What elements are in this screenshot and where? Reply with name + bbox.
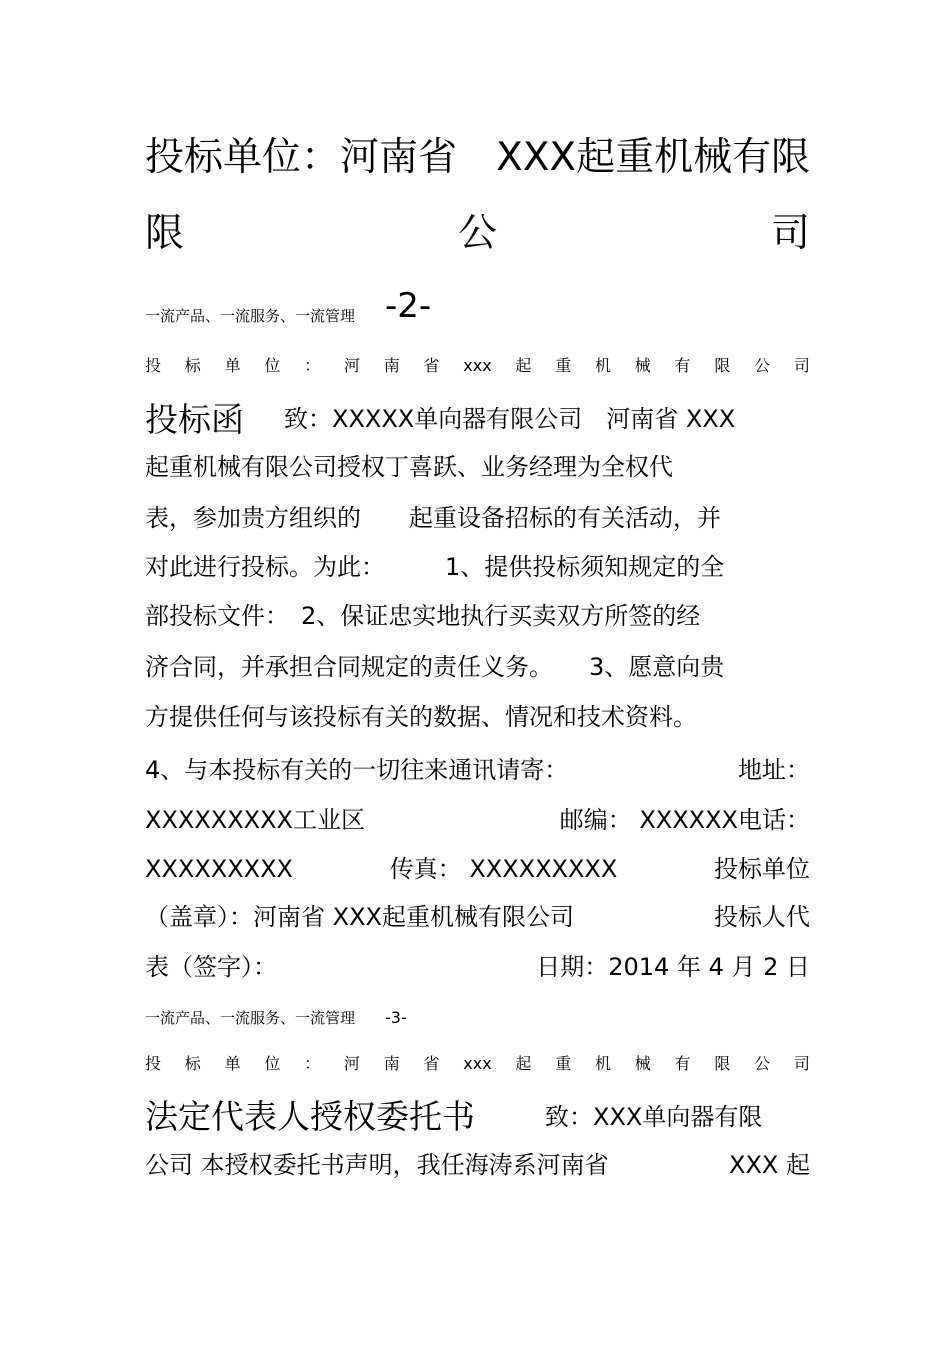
letter-heading-line [145,400,810,439]
letter-heading: 投标函 [145,400,244,439]
body-line: 对此进行投标。为此： 1、提供投标须知规定的全 [145,553,725,581]
header-char: 限 [714,356,731,375]
header-char: 重 [555,356,572,375]
header-char: xxx [463,1054,492,1073]
header-char: 单 [224,1054,241,1073]
header-char: 械 [634,1054,651,1073]
company-title-line2 [145,211,810,256]
footer-slogan: 一流产品、一流服务、一流管理 [145,307,356,325]
body-line: 方提供任何与该投标有关的数据、情况和技术资料。 [145,703,697,731]
address-intro: 4、与本投标有关的一切往来通讯请寄： [145,756,569,784]
body-line: 起重机械有限公司授权丁喜跃、业务经理为全权代 [145,453,673,481]
header-char: 司 [793,1054,810,1073]
body-line: 致：XXXXX单向器有限公司 河南省 XXX [284,405,736,433]
header-char: 重 [555,1054,572,1073]
header-char: 标 [184,1054,201,1073]
body-line: 致：XXX单向器有限 [545,1103,763,1131]
title-char: 司 [770,211,810,256]
declaration-text: 公司 本授权委托书声明，我任海涛系河南省 [145,1151,609,1179]
header-char: ： [304,1054,321,1073]
header-char: 有 [674,356,691,375]
address-label: 地址： [738,756,810,784]
header-char: 位 [264,1054,281,1073]
page-footer [145,286,810,327]
header-char: 有 [674,1054,691,1073]
postcode-line [145,808,810,832]
page-footer [145,1010,810,1026]
header-char: 起 [515,356,532,375]
header-char: 械 [634,356,651,375]
title-char: 限 [145,211,185,256]
seal-field: （盖章）：河南省 XXX起重机械有限公司 [145,903,574,931]
body-line: 济合同，并承担合同规定的责任义务。 3、愿意向贵 [145,653,725,681]
body-line [145,1153,810,1177]
header-char: 南 [383,356,400,375]
bidder-label: 投标单位 [714,855,810,883]
header-char: 投 [145,1054,162,1073]
page-number: -2- [385,286,432,326]
header-char: 投 [145,356,162,375]
header-char: 河 [343,1054,360,1073]
header-char: 限 [714,1054,731,1073]
industrial-zone: XXXXXXXXX工业区 [145,806,365,834]
header-char: 标 [184,356,201,375]
header-char: ： [304,356,321,375]
signature-line [145,955,810,979]
header-char: 机 [594,1054,611,1073]
footer-slogan: 一流产品、一流服务、一流管理 [145,1009,356,1027]
phone-value: XXXXXXXXX [145,855,293,883]
seal-line [145,905,810,929]
header-char: 司 [793,356,810,375]
title-char: 公 [457,211,497,256]
header-char: 机 [594,356,611,375]
date-field: 日期：2014 年 4 月 2 日 [536,953,810,981]
header-char: 省 [423,356,440,375]
page-number: -3- [385,1008,407,1027]
body-line: 部投标文件： 2、保证忠实地执行买卖双方所签的经 [145,602,701,630]
header-char: 南 [383,1054,400,1073]
fax-field: 传真： XXXXXXXXX [389,855,618,883]
signature-field: 表（签字）： [145,953,277,981]
header-char: 起 [515,1054,532,1073]
header-char: 公 [754,1054,771,1073]
body-line: 表，参加贵方组织的 起重设备招标的有关活动，并 [145,504,721,532]
page-header [145,358,810,374]
authorization-heading-line [145,1097,810,1136]
declaration-tail: XXX 起 [729,1151,810,1179]
header-char: 单 [224,356,241,375]
header-char: xxx [463,356,492,375]
header-char: 河 [343,356,360,375]
representative-label: 投标人代 [714,903,810,931]
authorization-heading: 法定代表人授权委托书 [145,1097,475,1136]
header-char: 省 [423,1054,440,1073]
page-header [145,1056,810,1072]
header-char: 位 [264,356,281,375]
address-line [145,758,810,782]
fax-line [145,857,810,881]
postcode-phone: 邮编： XXXXXX电话： [559,806,810,834]
company-title-line1: 投标单位：河南省 XXX起重机械有限 [145,135,811,180]
header-char: 公 [754,356,771,375]
